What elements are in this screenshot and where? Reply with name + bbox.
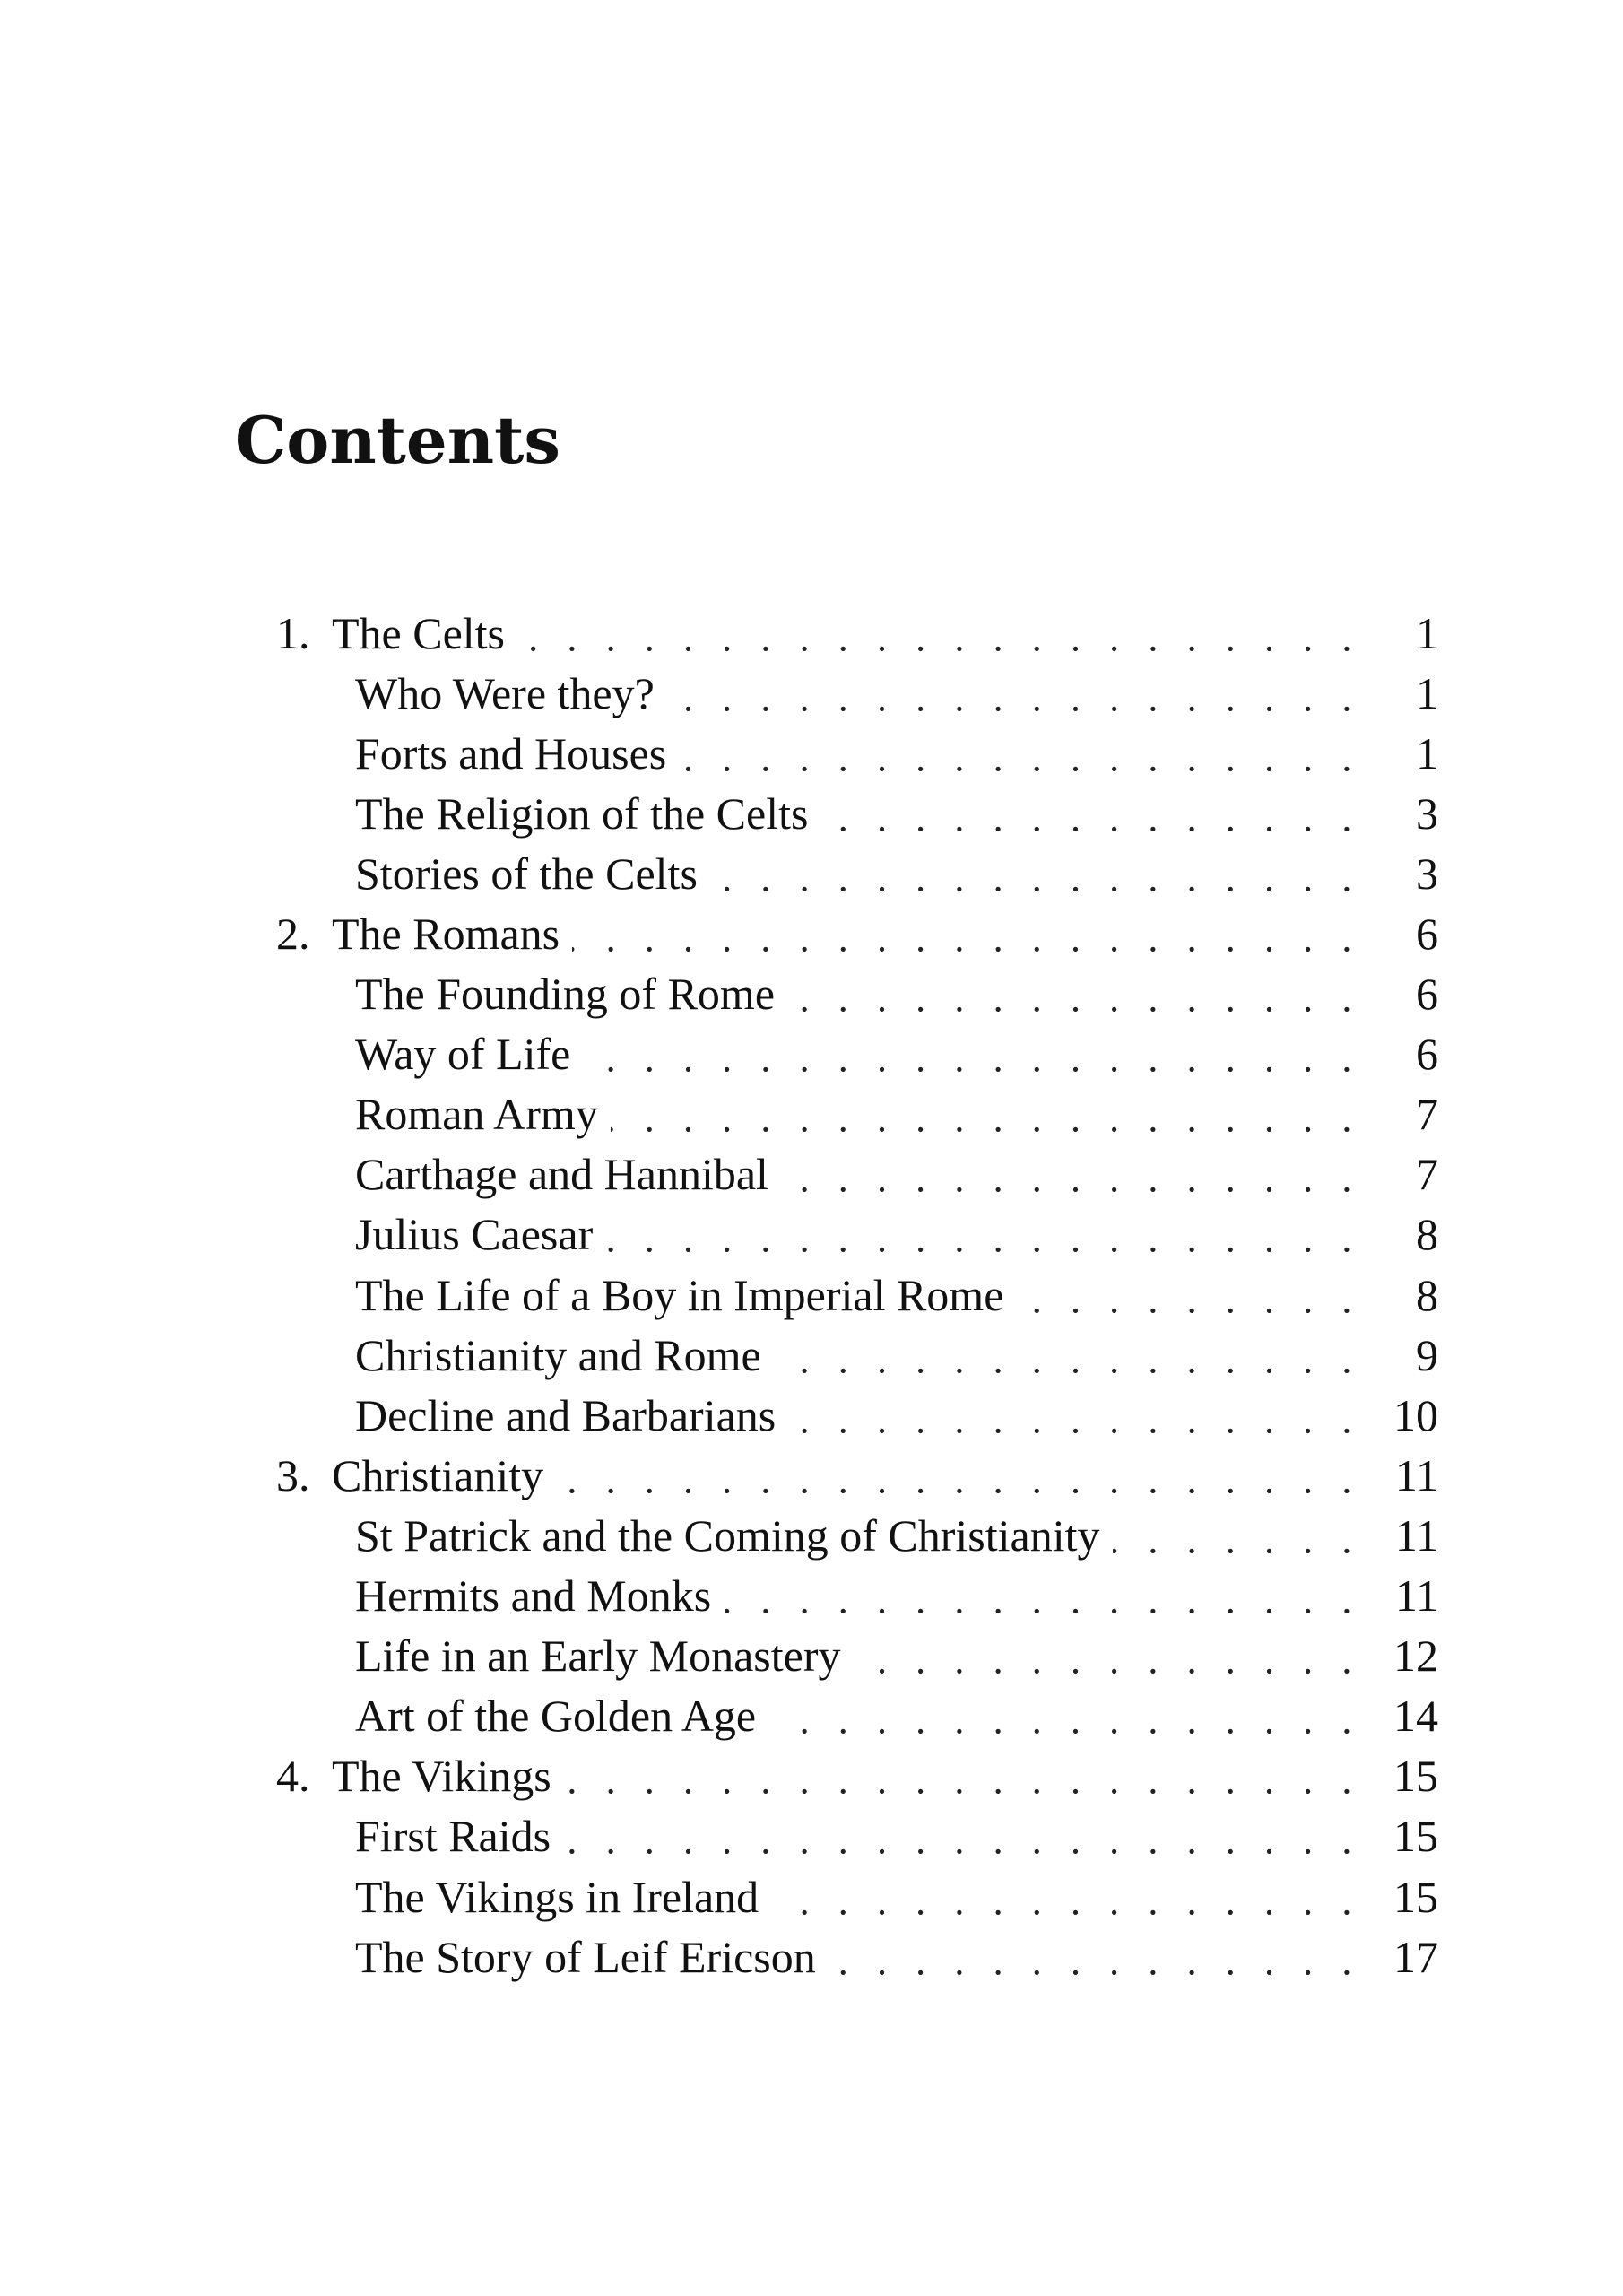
toc-entry-title: [355, 848, 710, 899]
toc-entry-title-text: Life in an Early Monastery: [355, 1631, 841, 1682]
toc-entry-title: [355, 1871, 771, 1922]
toc-entry-title-text: Christianity and Rome: [355, 1329, 761, 1380]
toc-chapter-number: 2.: [276, 909, 310, 960]
toc-section-entry[interactable]: [276, 1866, 1438, 1926]
toc-entry-title-text: Stories of the Celts: [355, 848, 698, 899]
toc-dot-leader: [611, 1084, 1361, 1144]
toc-page-number: 6: [1361, 971, 1438, 1016]
toc-section-entry[interactable]: [276, 1505, 1438, 1565]
toc-entry-title-text: Forts and Houses: [355, 727, 667, 778]
toc-entry-title-text: Who Were they?: [355, 667, 655, 718]
toc-entry-title-text: The Celts: [332, 607, 506, 658]
toc-section-entry[interactable]: [276, 1084, 1438, 1144]
toc-section-entry[interactable]: [276, 1926, 1438, 1987]
toc-dot-leader: [771, 1866, 1361, 1926]
toc-chapter-entry[interactable]: [276, 1445, 1438, 1505]
toc-page-number: 6: [1361, 911, 1438, 956]
toc-page-number: 15: [1361, 1753, 1438, 1798]
toc-entry-title: [276, 1751, 564, 1802]
toc-entry-title: [355, 1691, 768, 1742]
toc-page-number: 7: [1361, 1091, 1438, 1136]
toc-dot-leader: [679, 723, 1361, 783]
toc-section-entry[interactable]: [276, 1265, 1438, 1325]
toc-page-number: 8: [1361, 1273, 1438, 1318]
toc-page-number: 12: [1361, 1633, 1438, 1678]
toc-entry-title: [355, 727, 679, 778]
toc-entry-title: [276, 909, 572, 960]
toc-dot-leader: [788, 1385, 1361, 1445]
toc-page-number: 17: [1361, 1935, 1438, 1979]
toc-chapter-entry[interactable]: [276, 903, 1438, 963]
toc-entry-title-text: Carthage and Hannibal: [355, 1149, 768, 1200]
toc-section-entry[interactable]: [276, 1144, 1438, 1205]
toc-page-number: 15: [1361, 1813, 1438, 1858]
toc-section-entry[interactable]: [276, 1024, 1438, 1084]
toc-entry-title: [355, 1149, 781, 1200]
toc-section-entry[interactable]: [276, 1325, 1438, 1385]
toc-entry-title: [355, 1570, 724, 1622]
toc-dot-leader: [724, 1566, 1361, 1626]
toc-chapter-number: 4.: [276, 1751, 310, 1802]
toc-page-number: 15: [1361, 1874, 1438, 1919]
toc-page-number: 3: [1361, 851, 1438, 896]
toc-page-number: 11: [1361, 1573, 1438, 1618]
toc-entry-title-text: Decline and Barbarians: [355, 1389, 777, 1440]
toc-section-entry[interactable]: [276, 1806, 1438, 1866]
toc-chapter-number: 3.: [276, 1449, 310, 1500]
toc-dot-leader: [556, 1445, 1361, 1505]
toc-entry-title-text: Hermits and Monks: [355, 1570, 712, 1622]
toc-entry-title-text: The Story of Leif Ericson: [355, 1931, 816, 1982]
toc-entry-title-text: The Founding of Rome: [355, 969, 776, 1020]
toc-entry-title-text: Christianity: [332, 1449, 544, 1500]
toc-entry-title: [276, 607, 517, 658]
toc-section-entry[interactable]: [276, 783, 1438, 843]
toc-entry-title-text: St Patrick and the Coming of Christianity: [355, 1509, 1100, 1561]
toc-page-number: 1: [1361, 731, 1438, 776]
toc-page-number: 1: [1361, 611, 1438, 656]
toc-dot-leader: [820, 783, 1361, 843]
toc-page-number: 10: [1361, 1393, 1438, 1438]
toc-dot-leader: [563, 1806, 1361, 1866]
toc-dot-leader: [572, 903, 1361, 963]
toc-entry-title-text: Roman Army: [355, 1089, 598, 1140]
toc-chapter-number: 1.: [276, 607, 310, 658]
toc-entry-title: [355, 1631, 853, 1682]
toc-dot-leader: [605, 1205, 1361, 1265]
toc-dot-leader: [829, 1926, 1361, 1987]
toc-entry-title: [355, 1089, 611, 1140]
contents-heading: Contents: [235, 402, 560, 478]
toc-entry-title-text: First Raids: [355, 1811, 551, 1862]
toc-entry-title: [355, 969, 787, 1020]
toc-entry-title-text: The Romans: [332, 909, 560, 960]
toc-entry-title-text: Way of Life: [355, 1029, 571, 1080]
toc-dot-leader: [768, 1686, 1361, 1746]
toc-page-number: 11: [1361, 1453, 1438, 1498]
toc-dot-leader: [853, 1626, 1361, 1686]
toc-section-entry[interactable]: [276, 1686, 1438, 1746]
toc-dot-leader: [781, 1144, 1361, 1205]
toc-dot-leader: [564, 1746, 1361, 1806]
toc-section-entry[interactable]: [276, 663, 1438, 723]
toc-entry-title-text: The Religion of the Celts: [355, 787, 809, 839]
toc-entry-title-text: The Life of a Boy in Imperial Rome: [355, 1269, 1004, 1320]
toc-entry-title-text: The Vikings in Ireland: [355, 1871, 759, 1922]
toc-chapter-entry[interactable]: [276, 603, 1438, 663]
toc-entry-title: [355, 667, 667, 718]
toc-entry-title: [355, 1389, 788, 1440]
toc-entry-title: [355, 1329, 774, 1380]
toc-section-entry[interactable]: [276, 1626, 1438, 1686]
toc-page-number: 8: [1361, 1212, 1438, 1257]
toc-section-entry[interactable]: [276, 843, 1438, 903]
toc-entry-title: [355, 1509, 1113, 1561]
toc-dot-leader: [667, 663, 1361, 723]
toc-dot-leader: [774, 1325, 1361, 1385]
toc-entry-title: [355, 787, 820, 839]
toc-dot-leader: [583, 1024, 1361, 1084]
toc-entry-title-text: Art of the Golden Age: [355, 1691, 757, 1742]
toc-page-number: 14: [1361, 1693, 1438, 1738]
toc-entry-title-text: Julius Caesar: [355, 1209, 594, 1260]
toc-entry-title-text: The Vikings: [332, 1751, 551, 1802]
toc-entry-title: [355, 1029, 583, 1080]
toc-chapter-entry[interactable]: [276, 1746, 1438, 1806]
toc-entry-title: [355, 1811, 563, 1862]
toc-page-number: 6: [1361, 1031, 1438, 1076]
table-of-contents: [276, 603, 1438, 1987]
toc-section-entry[interactable]: [276, 723, 1438, 783]
toc-page-number: 11: [1361, 1513, 1438, 1558]
toc-dot-leader: [517, 603, 1361, 663]
toc-entry-title: [355, 1931, 829, 1982]
toc-page-number: 3: [1361, 791, 1438, 836]
toc-section-entry[interactable]: [276, 1566, 1438, 1626]
toc-section-entry[interactable]: [276, 964, 1438, 1024]
toc-dot-leader: [710, 843, 1361, 903]
toc-entry-title: [276, 1449, 556, 1500]
toc-section-entry[interactable]: [276, 1205, 1438, 1265]
toc-dot-leader: [787, 964, 1361, 1024]
toc-entry-title: [355, 1269, 1016, 1320]
toc-section-entry[interactable]: [276, 1385, 1438, 1445]
toc-page-number: 7: [1361, 1152, 1438, 1196]
toc-page-number: 1: [1361, 671, 1438, 716]
toc-dot-leader: [1113, 1505, 1362, 1565]
toc-entry-title: [355, 1209, 605, 1260]
toc-page-number: 9: [1361, 1333, 1438, 1378]
toc-dot-leader: [1016, 1265, 1361, 1325]
